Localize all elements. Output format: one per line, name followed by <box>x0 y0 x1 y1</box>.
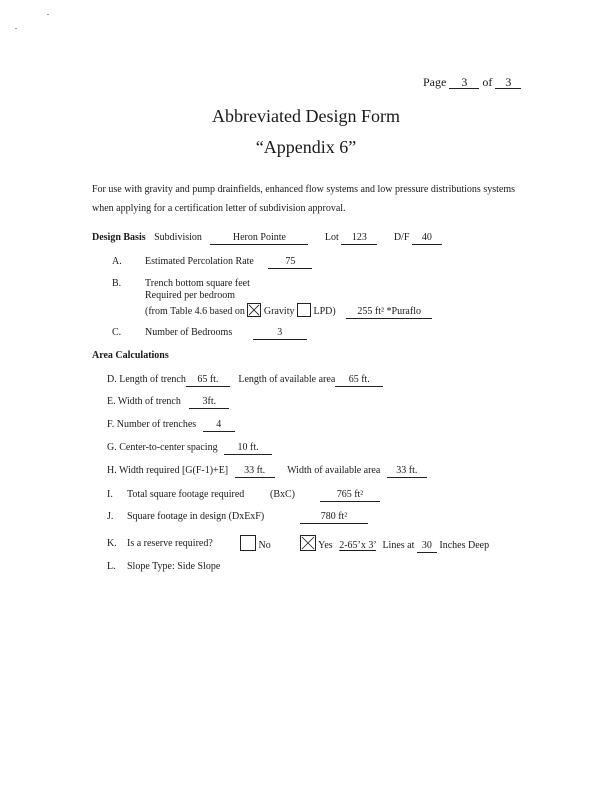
bedrooms-label: Number of Bedrooms <box>145 327 233 338</box>
lpd-label: LPD) <box>313 306 336 317</box>
checkmark-x-icon <box>301 536 315 550</box>
available-length-label: Length of available area <box>238 374 336 385</box>
available-width-label: Width of available area <box>287 465 381 476</box>
row-l-letter: L. <box>107 561 116 572</box>
trench-length-label: D. Length of trench <box>107 374 186 385</box>
percolation-rate-label: Estimated Percolation Rate <box>145 256 254 267</box>
reserve-lines-detail: 2-65’x 3’ <box>339 540 376 551</box>
checkmark-x-icon <box>248 304 260 316</box>
bedrooms-value: 3 <box>253 327 307 340</box>
page-label: Page <box>423 75 447 89</box>
inches-deep-label: Inches Deep <box>439 540 490 551</box>
row-b-line-1: Trench bottom square feet <box>145 278 250 289</box>
spacing-label: G. Center-to-center spacing <box>107 442 218 453</box>
width-required-label: H. Width required [G(F-1)+E] <box>107 465 229 476</box>
row-i-value-wrap <box>320 489 380 502</box>
reserve-no-option <box>240 535 271 551</box>
lines-at-label: Lines at <box>382 540 415 551</box>
area-calc-heading: Area Calculations <box>92 350 169 361</box>
spacing-value: 10 ft. <box>224 442 272 455</box>
intro-line-1: For use with gravity and pump drainfields, enhanced flow systems and low pressure distributions systems <box>92 184 515 195</box>
gravity-checkbox[interactable] <box>247 303 261 317</box>
total-sqft-required-value: 765 ft² <box>320 489 380 502</box>
df-label: D/F <box>393 232 410 243</box>
percolation-rate-value: 75 <box>268 256 312 269</box>
row-f <box>107 419 235 432</box>
row-i-formula: (BxC) <box>270 489 295 500</box>
row-i-label: Total square footage required <box>127 489 245 500</box>
page-total: 3 <box>495 76 521 89</box>
trench-width-label: E. Width of trench <box>107 396 181 407</box>
row-a <box>145 256 312 269</box>
row-g <box>107 442 272 455</box>
lpd-checkbox[interactable] <box>297 303 311 317</box>
table-based-on-label: (from Table 4.6 based on <box>145 306 245 317</box>
scan-speck <box>15 28 17 29</box>
row-j-value-wrap <box>300 511 368 524</box>
design-basis-row <box>92 232 442 245</box>
page-indicator <box>423 75 521 90</box>
page-number: 3 <box>449 76 479 89</box>
scan-speck <box>47 14 49 15</box>
reserve-no-label: No <box>258 540 271 551</box>
reserve-yes-checkbox[interactable] <box>300 535 316 551</box>
row-k-letter: K. <box>107 538 117 549</box>
reserve-no-checkbox[interactable] <box>240 535 256 551</box>
reserve-depth-value: 30 <box>417 540 437 553</box>
gravity-label: Gravity <box>263 306 295 317</box>
row-e <box>107 396 229 409</box>
reserve-yes-option <box>300 535 489 553</box>
available-length-value: 65 ft. <box>335 374 383 387</box>
intro-line-2: when applying for a certification letter of subdivision approval. <box>92 203 346 214</box>
row-d <box>107 374 383 387</box>
available-width-value: 33 ft. <box>387 465 427 478</box>
row-b-letter: B. <box>112 278 122 289</box>
form-title: Abbreviated Design Form <box>212 106 400 126</box>
row-j-label: Square footage in design (DxExF) <box>127 511 265 522</box>
subdivision-value: Heron Pointe <box>210 232 308 245</box>
row-j-letter: J. <box>107 511 114 522</box>
trench-width-value: 3ft. <box>189 396 229 409</box>
slope-type: Slope Type: Side Slope <box>127 561 221 572</box>
width-required-value: 33 ft. <box>235 465 275 478</box>
lot-label: Lot <box>324 232 339 243</box>
of-label: of <box>482 75 493 89</box>
design-sqft-value: 780 ft² <box>300 511 368 524</box>
row-b-line-3 <box>145 303 432 319</box>
trench-length-value: 65 ft. <box>186 374 230 387</box>
row-a-letter: A. <box>112 256 122 267</box>
design-basis-heading: Design Basis <box>92 232 146 243</box>
reserve-yes-label: Yes <box>318 540 333 551</box>
row-h <box>107 465 427 478</box>
row-c <box>145 327 307 340</box>
trench-count-label: F. Number of trenches <box>107 419 197 430</box>
row-b-line-2: Required per bedroom <box>145 290 235 301</box>
trench-count-value: 4 <box>203 419 235 432</box>
subdivision-label: Subdivision <box>154 232 202 243</box>
row-i-letter: I. <box>107 489 113 500</box>
df-value: 40 <box>412 232 442 245</box>
form-subtitle: “Appendix 6” <box>255 137 357 157</box>
trench-bottom-value: 255 ft² *Puraflo <box>346 306 432 319</box>
row-c-letter: C. <box>112 327 122 338</box>
row-k-label: Is a reserve required? <box>127 538 213 549</box>
lot-value: 123 <box>341 232 377 245</box>
